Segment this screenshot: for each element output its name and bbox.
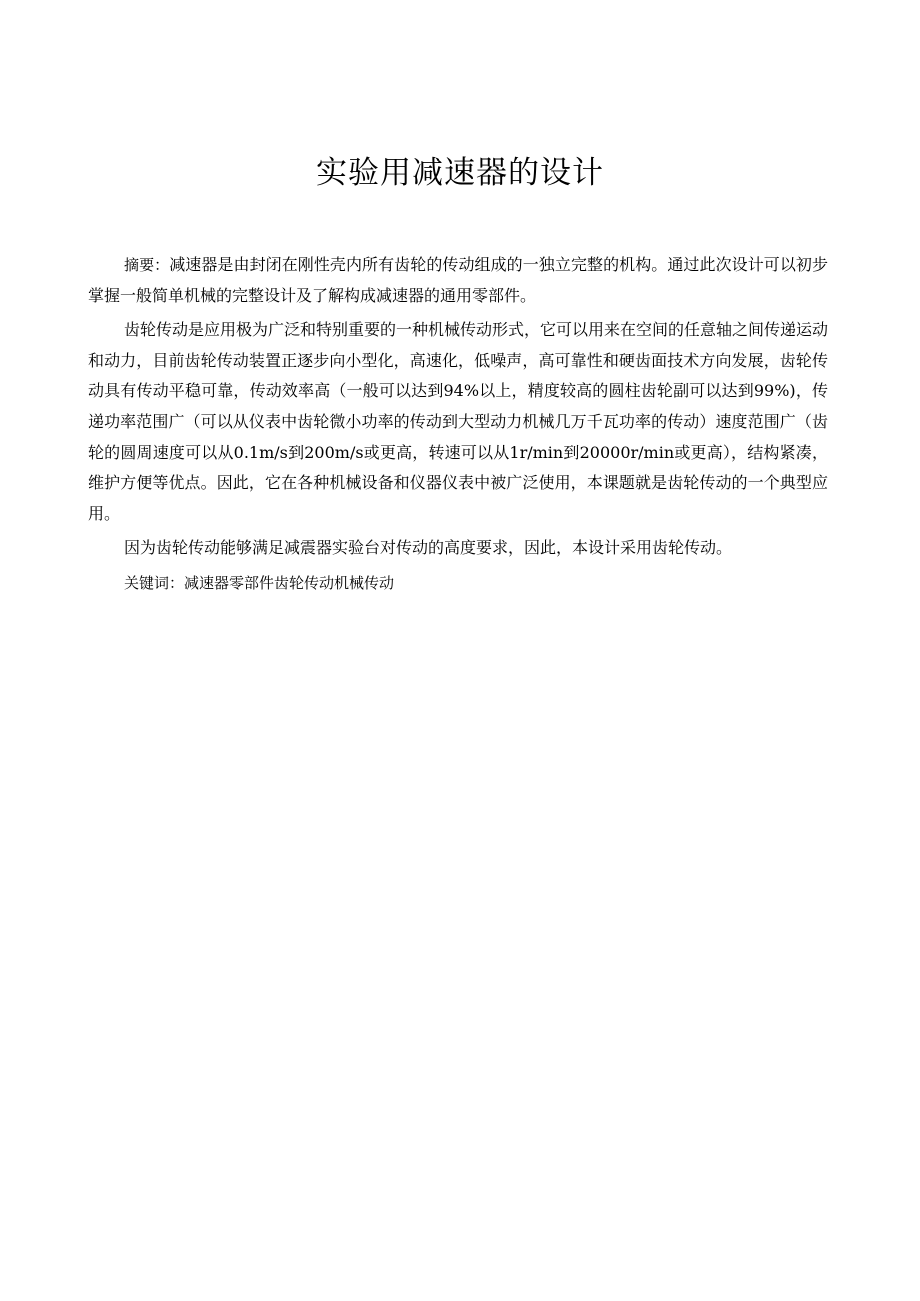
- keywords-paragraph: [88, 568, 828, 599]
- document-body: [88, 250, 828, 603]
- keywords-text: 减速器零部件齿轮传动机械传动: [184, 573, 395, 592]
- body-paragraph-gear-transmission: 齿轮传动是应用极为广泛和特别重要的一种机械传动形式，它可以用来在空间的任意轴之间传递运动和动力，目前齿轮传动装置正逐步向小型化，高速化，低噪声，高可靠性和硬齿面技术方向发展，齿轮传动具有传动平稳可靠，传动效率高（一般可以达到94%以上，精度较高的圆柱齿轮副可以达到99%)，传递功率范围广（可以从仪表中齿轮微小功率的传动到大型动力机械几万千瓦功率的传动）速度范围广（齿轮的圆周速度可以从0.1m/s到200m/s或更高，转速可以从1r/min到20000r/min或更高），结构紧凑，维护方便等优点。因此，它在各种机械设备和仪器仪表中被广泛使用，本课题就是齿轮传动的一个典型应用。: [88, 320, 829, 523]
- keywords-label: 关键词：: [124, 573, 185, 592]
- abstract-label: 摘要：: [124, 256, 170, 274]
- body-paragraph-conclusion: 因为齿轮传动能够满足减震器实验台对传动的高度要求，因此，本设计采用齿轮传动。: [124, 538, 733, 558]
- abstract-paragraph: [88, 250, 828, 311]
- abstract-text: 减速器是由封闭在刚性壳内所有齿轮的传动组成的一独立完整的机构。通过此次设计可以初步掌握一般简单机械的完整设计及了解构成减速器的通用零部件。: [88, 255, 828, 305]
- document-title: 实验用减速器的设计: [316, 155, 604, 191]
